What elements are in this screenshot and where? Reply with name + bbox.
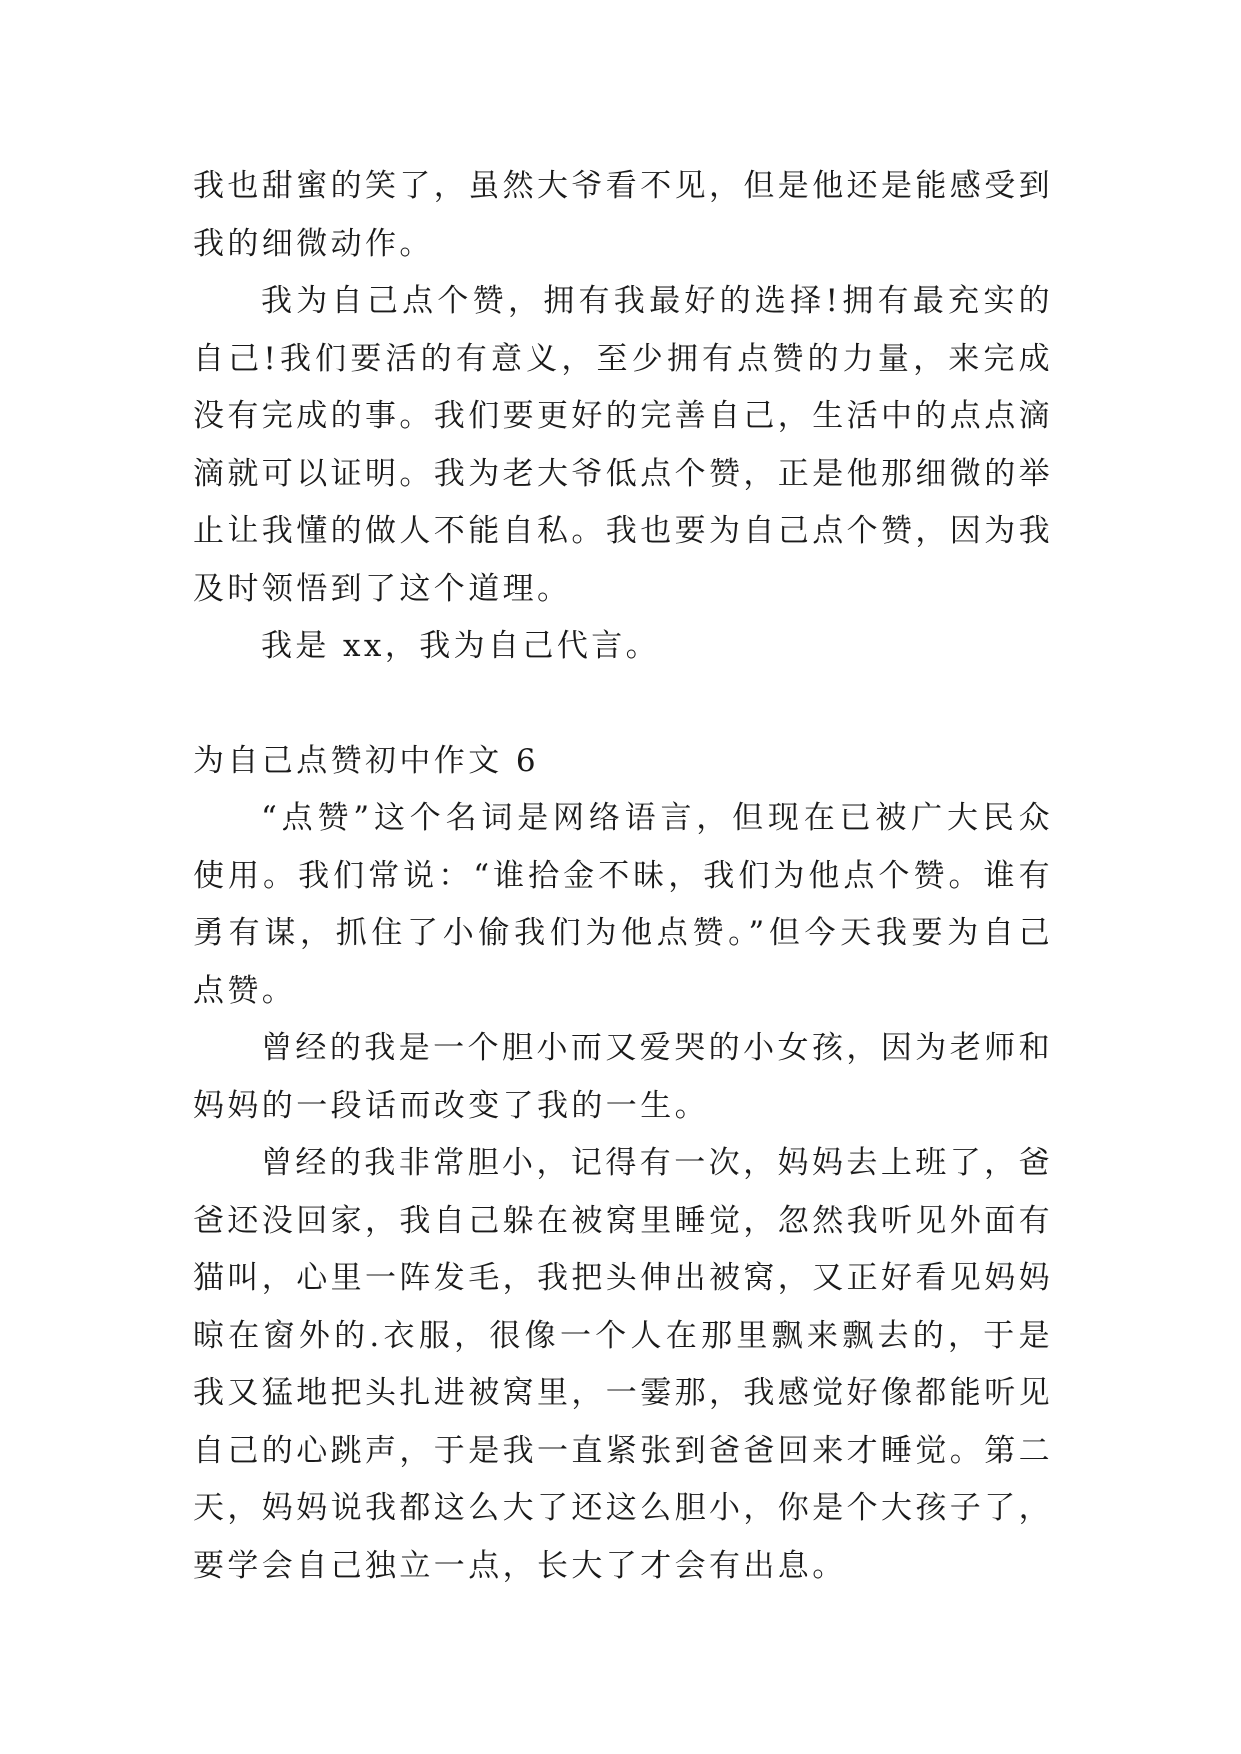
- paragraph-6: 曾经的我非常胆小，记得有一次，妈妈去上班了，爸爸还没回家，我自己躲在被窝里睡觉，忽然我听见外面有猫叫，心里一阵发毛，我把头伸出被窝，又正好看见妈妈晾在窗外的.衣服，很像一个人在那里飘来飘去的，于是我又猛地把头扎进被窝里，一霎那，我感觉好像都能听见自己的心跳声，于是我一直紧张到爸爸回来才睡觉。第二天，妈妈说我都这么大了还这么胆小，你是个大孩子了，要学会自己独立一点，长大了才会有出息。: [193, 1145, 1053, 1584]
- section-heading: 为自己点赞初中作文 6: [193, 742, 539, 779]
- paragraph-2: 我为自己点个赞，拥有我最好的选择!拥有最充实的自己!我们要活的有意义，至少拥有点赞的力量，来完成没有完成的事。我们要更好的完善自己，生活中的点点滴滴就可以证明。我为老大爷低点个赞，正是他那细微的举止让我懂的做人不能自私。我也要为自己点个赞，因为我及时领悟到了这个道理。: [193, 283, 1053, 607]
- paragraph-3: 我是 xx，我为自己代言。: [261, 628, 661, 664]
- paragraph-5: 曾经的我是一个胆小而又爱哭的小女孩，因为老师和妈妈的一段话而改变了我的一生。: [193, 1030, 1053, 1124]
- document-body: [193, 158, 1053, 1595]
- paragraph-4: “点赞”这个名词是网络语言，但现在已被广大民众使用。我们常说：“谁拾金不昧，我们为他点个赞。谁有勇有谋，抓住了小偷我们为他点赞。”但今天我要为自己点赞。: [193, 800, 1053, 1009]
- paragraph-1: 我也甜蜜的笑了，虽然大爷看不见，但是他还是能感受到我的细微动作。: [193, 168, 1053, 262]
